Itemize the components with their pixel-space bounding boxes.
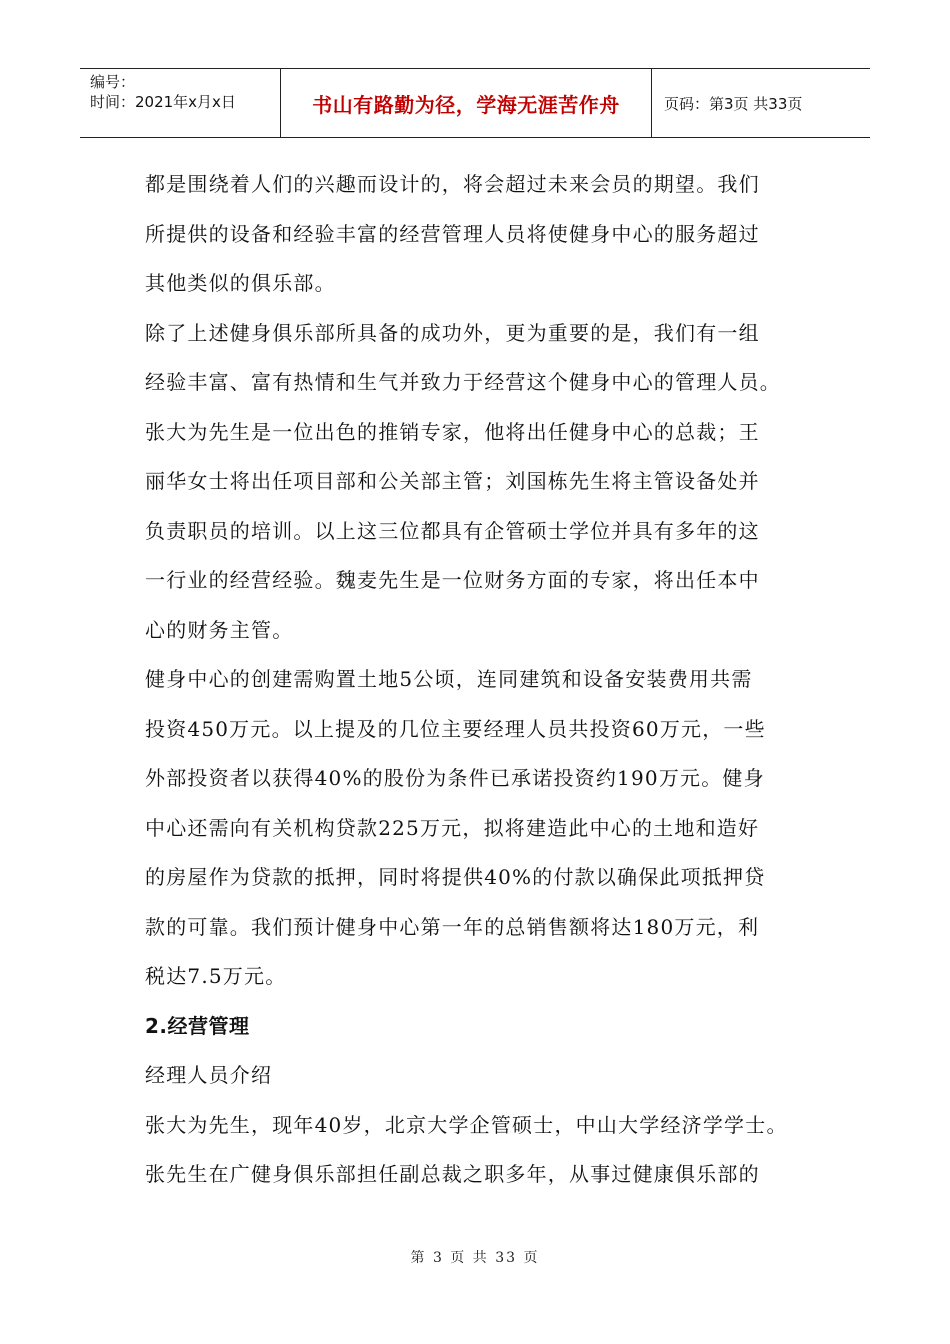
text-line: 的房屋作为贷款的抵押，同时将提供40%的付款以确保此项抵押贷 [145,865,766,889]
text-line: 经验丰富、富有热情和生气并致力于经营这个健身中心的管理人员。 [145,370,781,394]
section-heading: 2.经营管理 [145,1013,250,1038]
text-line: 款的可靠。我们预计健身中心第一年的总销售额将达180万元，利 [145,914,760,939]
text-line: 负责职员的培训。以上这三位都具有企管硕士学位并具有多年的这 [145,518,760,543]
page-footer: 第 3 页 共 33 页 [410,1250,540,1266]
text-line: 所提供的设备和经验丰富的经营管理人员将使健身中心的服务超过 [145,221,760,246]
header-motto: 书山有路勤为径，学海无涯苦作舟 [280,69,652,137]
text-line: 健身中心的创建需购置土地5公顷，连同建筑和设备安装费用共需 [145,667,753,691]
text-line: 丽华女士将出任项目部和公关部主管；刘国栋先生将主管设备处并 [145,469,760,493]
text-line: 张大为先生，现年40岁，北京大学企管硕士，中山大学经济学学士。 [145,1112,788,1137]
text-line: 投资450万元。以上提及的几位主要经理人员共投资60万元，一些 [145,716,766,741]
header-page-info: 页码：第3页 共33页 [664,94,803,113]
header-meta [80,69,280,137]
document-number-label: 编号： [90,73,136,91]
document-date: 时间：2021年x月x日 [90,93,236,111]
text-line: 都是围绕着人们的兴趣而设计的，将会超过未来会员的期望。我们 [145,172,760,196]
document-body [145,160,825,1200]
text-line: 心的财务主管。 [145,617,294,642]
subsection-title: 经理人员介绍 [145,1063,273,1087]
page-header [80,68,870,138]
text-line: 其他类似的俱乐部。 [145,271,336,295]
text-line: 除了上述健身俱乐部所具备的成功外，更为重要的是，我们有一组 [145,320,760,345]
text-line: 税达7.5万元。 [145,964,287,988]
text-line: 张大为先生是一位出色的推销专家，他将出任健身中心的总裁；王 [145,419,760,444]
text-line: 中心还需向有关机构贷款225万元，拟将建造此中心的土地和造好 [145,815,760,840]
text-line: 外部投资者以获得40%的股份为条件已承诺投资约190万元。健身 [145,766,765,790]
text-line: 张先生在广健身俱乐部担任副总裁之职多年，从事过健康俱乐部的 [145,1162,760,1186]
text-line: 一行业的经营经验。魏麦先生是一位财务方面的专家，将出任本中 [145,568,760,592]
